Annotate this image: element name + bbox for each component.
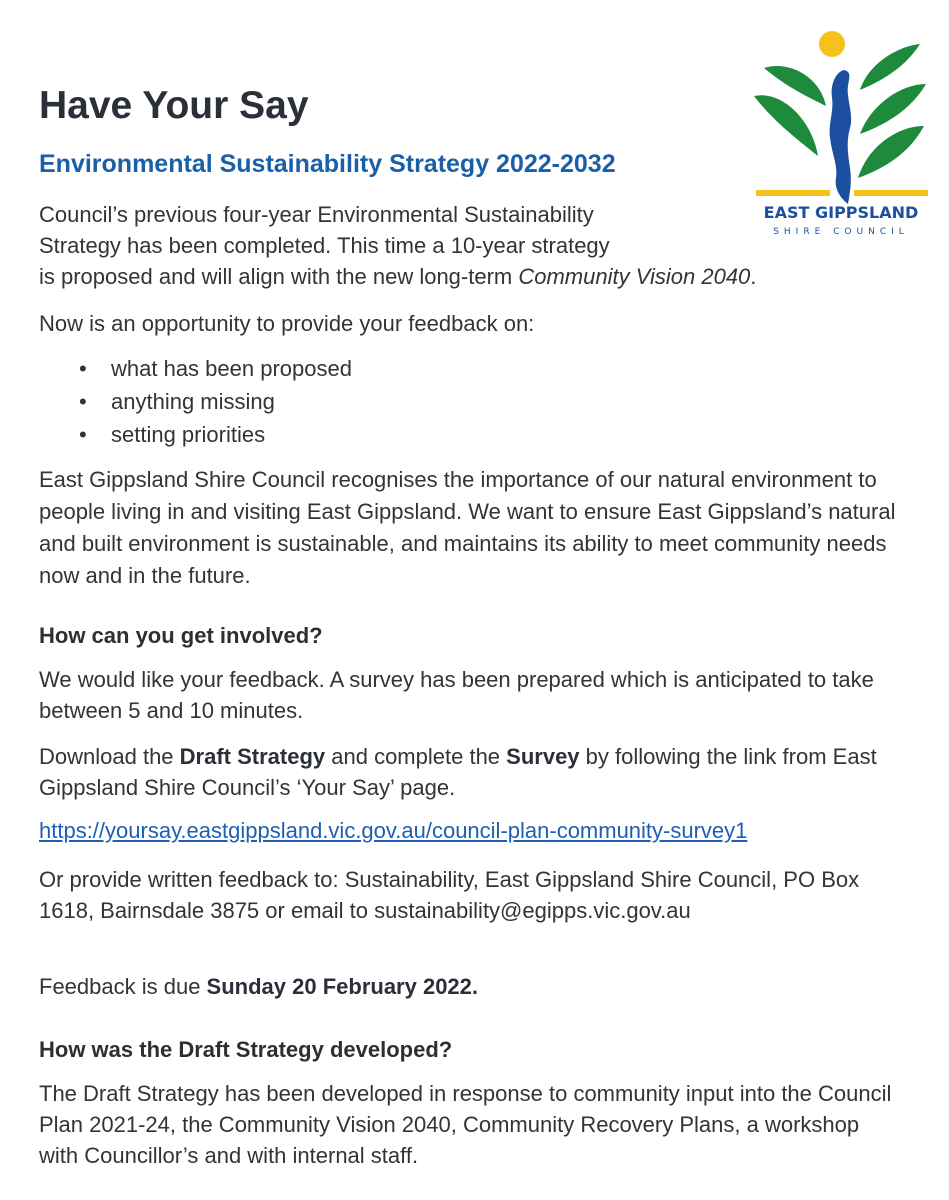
yellow-bar xyxy=(854,190,928,196)
list-item: • what has been proposed xyxy=(39,352,352,385)
intro-paragraph xyxy=(39,199,859,292)
list-item: • anything missing xyxy=(39,385,352,418)
page-title: Have Your Say xyxy=(39,84,309,127)
community-vision-italic: Community Vision 2040 xyxy=(518,264,751,289)
leaf-icon xyxy=(858,126,924,178)
intro-line: is proposed and will align with the new long-term xyxy=(39,264,519,289)
yellow-bar xyxy=(756,190,830,196)
download-text: by following the link from East Gippsland Shire Council’s ‘Your Say’ page. xyxy=(39,744,877,800)
feedback-topics-list xyxy=(39,352,352,451)
leaf-icon xyxy=(754,95,818,156)
logo-name: EAST GIPPSLAND xyxy=(763,203,919,222)
sun-icon xyxy=(819,31,845,57)
developed-paragraph: The Draft Strategy has been developed in response to community input into the Council Plan 2021-24, the Community Vision 2040, Community Recovery Plans, a workshop with Councillor’s and with internal staff. xyxy=(39,1081,892,1168)
your-say-link[interactable]: https://yoursay.eastgippsland.vic.gov.au/council-plan-community-survey1 xyxy=(39,818,748,843)
intro-period: . xyxy=(750,264,757,289)
download-text: and complete the xyxy=(325,744,507,769)
download-paragraph xyxy=(39,741,899,803)
survey-paragraph: We would like your feedback. A survey has been prepared which is anticipated to take between 5 and 10 minutes. xyxy=(39,667,874,723)
written-feedback-paragraph: Or provide written feedback to: Sustainability, East Gippsland Shire Council, PO Box 1618, Bairnsdale 3875 or email to sustainability@egipps.vic.gov.au xyxy=(39,867,860,923)
due-text: Feedback is due xyxy=(39,974,207,999)
list-item: • setting priorities xyxy=(39,418,352,451)
download-text: Download the xyxy=(39,744,180,769)
intro-line: Strategy has been completed. This time a 10-year strategy xyxy=(39,233,610,258)
due-date-paragraph xyxy=(39,971,478,1002)
section-heading-involved: How can you get involved? xyxy=(39,623,323,648)
leaf-icon xyxy=(860,84,926,134)
feedback-lead: Now is an opportunity to provide your feedback on: xyxy=(39,311,535,336)
draft-strategy-bold: Draft Strategy xyxy=(179,744,326,769)
section-heading-developed: How was the Draft Strategy developed? xyxy=(39,1037,453,1062)
importance-paragraph: East Gippsland Shire Council recognises the importance of our natural environment to people living in and visiting East Gippsland. We want to ensure East Gippsland’s natural and built environment is sustainable, and maintains its ability to meet community needs now and in the future. xyxy=(39,467,896,588)
due-date: Sunday 20 February 2022. xyxy=(206,974,479,999)
river-icon xyxy=(830,70,852,204)
page-subtitle: Environmental Sustainability Strategy 2022-2032 xyxy=(39,150,616,178)
survey-bold: Survey xyxy=(506,744,580,769)
logo-tagline: SHIRE COUNCIL xyxy=(773,227,909,237)
leaf-icon xyxy=(860,44,920,90)
intro-line: Council’s previous four-year Environmental Sustainability xyxy=(39,202,594,227)
